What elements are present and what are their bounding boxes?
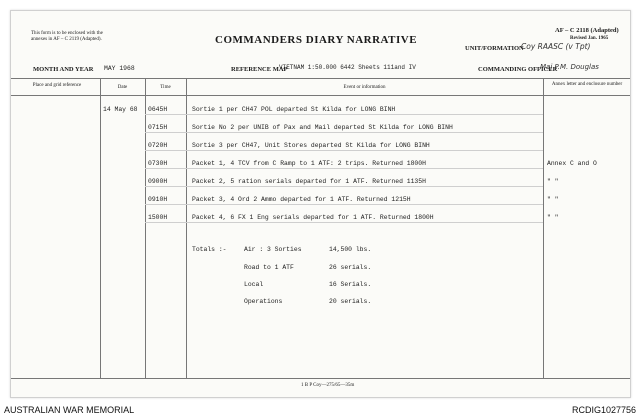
row-time: 0645H [148,106,168,113]
ruled-line [145,114,543,115]
printer-imprint: 1 B P Coy—275/65—35m [301,383,355,388]
row-date: 14 May 68 [103,106,138,113]
unit-value: Coy RAASC (v Tpt) [521,42,591,51]
row-annex: " " [547,178,559,185]
row-event: Packet 1, 4 TCV from C Ramp to 1 ATF: 2 trips. Returned 1800H [192,160,426,167]
totals-item-name: Road to 1 ATF [244,264,294,271]
col-header-time: Time [160,85,171,90]
form-title: COMMANDERS DIARY NARRATIVE [215,34,418,46]
row-time: 0900H [148,178,168,185]
row-time: 0910H [148,196,168,203]
row-event: Sortie 1 per CH47 POL departed St Kilda for LONG BINH [192,106,396,113]
col-header-date: Date [117,85,128,90]
row-event: Packet 4, 6 FX 1 Eng serials departed for 1 ATF. Returned 1800H [192,214,434,221]
diary-form [10,10,631,398]
row-time: 0715H [148,124,168,131]
form-note: This form is to be enclosed with the annexes in AF – C 2119 (Adapted). [31,31,103,42]
col-header-place: Place and grid reference [32,83,82,88]
ruled-line [145,132,543,133]
commanding-officer-value: Maj P.M. Douglas [540,63,599,71]
col-header-annex: Annex letter and enclosure number [551,82,623,87]
totals-item-name: Operations [244,298,283,305]
row-annex: Annex C and O [547,160,597,167]
row-time: 0720H [148,142,168,149]
table-top-border [11,78,630,79]
totals-item-name: Air : 3 Sorties [244,246,302,253]
archive-name: AUSTRALIAN WAR MEMORIAL [4,405,135,415]
ruled-line [145,150,543,151]
ruled-line [145,186,543,187]
table-header-border [11,95,630,96]
totals-item-value: 16 Serials. [329,281,372,288]
table-bottom-border [11,378,630,379]
column-divider [186,78,187,378]
month-value: MAY 1968 [104,65,135,72]
reference-map-label: REFERENCE MAP [231,66,288,73]
ruled-line [145,168,543,169]
totals-item-value: 26 serials. [329,264,372,271]
column-divider [100,78,101,378]
row-event: Packet 3, 4 Ord 2 Ammo departed for 1 ATF. Returned 1215H [192,196,411,203]
reference-map-value: VIETNAM 1:50.000 6442 Sheets 111and IV [279,64,416,71]
totals-item-value: 20 serials. [329,298,372,305]
ruled-line [145,204,543,205]
archive-reference: RCDIG1027756 [571,405,636,415]
totals-item-name: Local [244,281,264,288]
row-event: Sortie No 2 per UNIB of Pax and Mail departed St Kilda for LONG BINH [192,124,453,131]
commanding-officer-label: COMMANDING OFFICER [478,66,558,73]
row-event: Sortie 3 per CH47, Unit Stores departed St Kilda for LONG BINH [192,142,430,149]
column-divider [145,78,146,378]
row-time: 0730H [148,160,168,167]
col-header-event: Event or information [343,85,386,90]
row-annex: " " [547,214,559,221]
ruled-line [145,222,543,223]
unit-label: UNIT/FORMATION [465,45,524,52]
column-divider [543,78,544,378]
revised-date: Revised Jan. 1965 [570,36,609,41]
month-label: MONTH AND YEAR [33,66,94,73]
totals-item-value: 14,500 lbs. [329,246,372,253]
form-code: AF – C 2118 (Adapted) [555,27,619,34]
row-event: Packet 2, 5 ration serials departed for 1 ATF. Returned 1135H [192,178,426,185]
row-time: 1500H [148,214,168,221]
row-annex: " " [547,196,559,203]
totals-label: Totals :- [192,246,227,253]
